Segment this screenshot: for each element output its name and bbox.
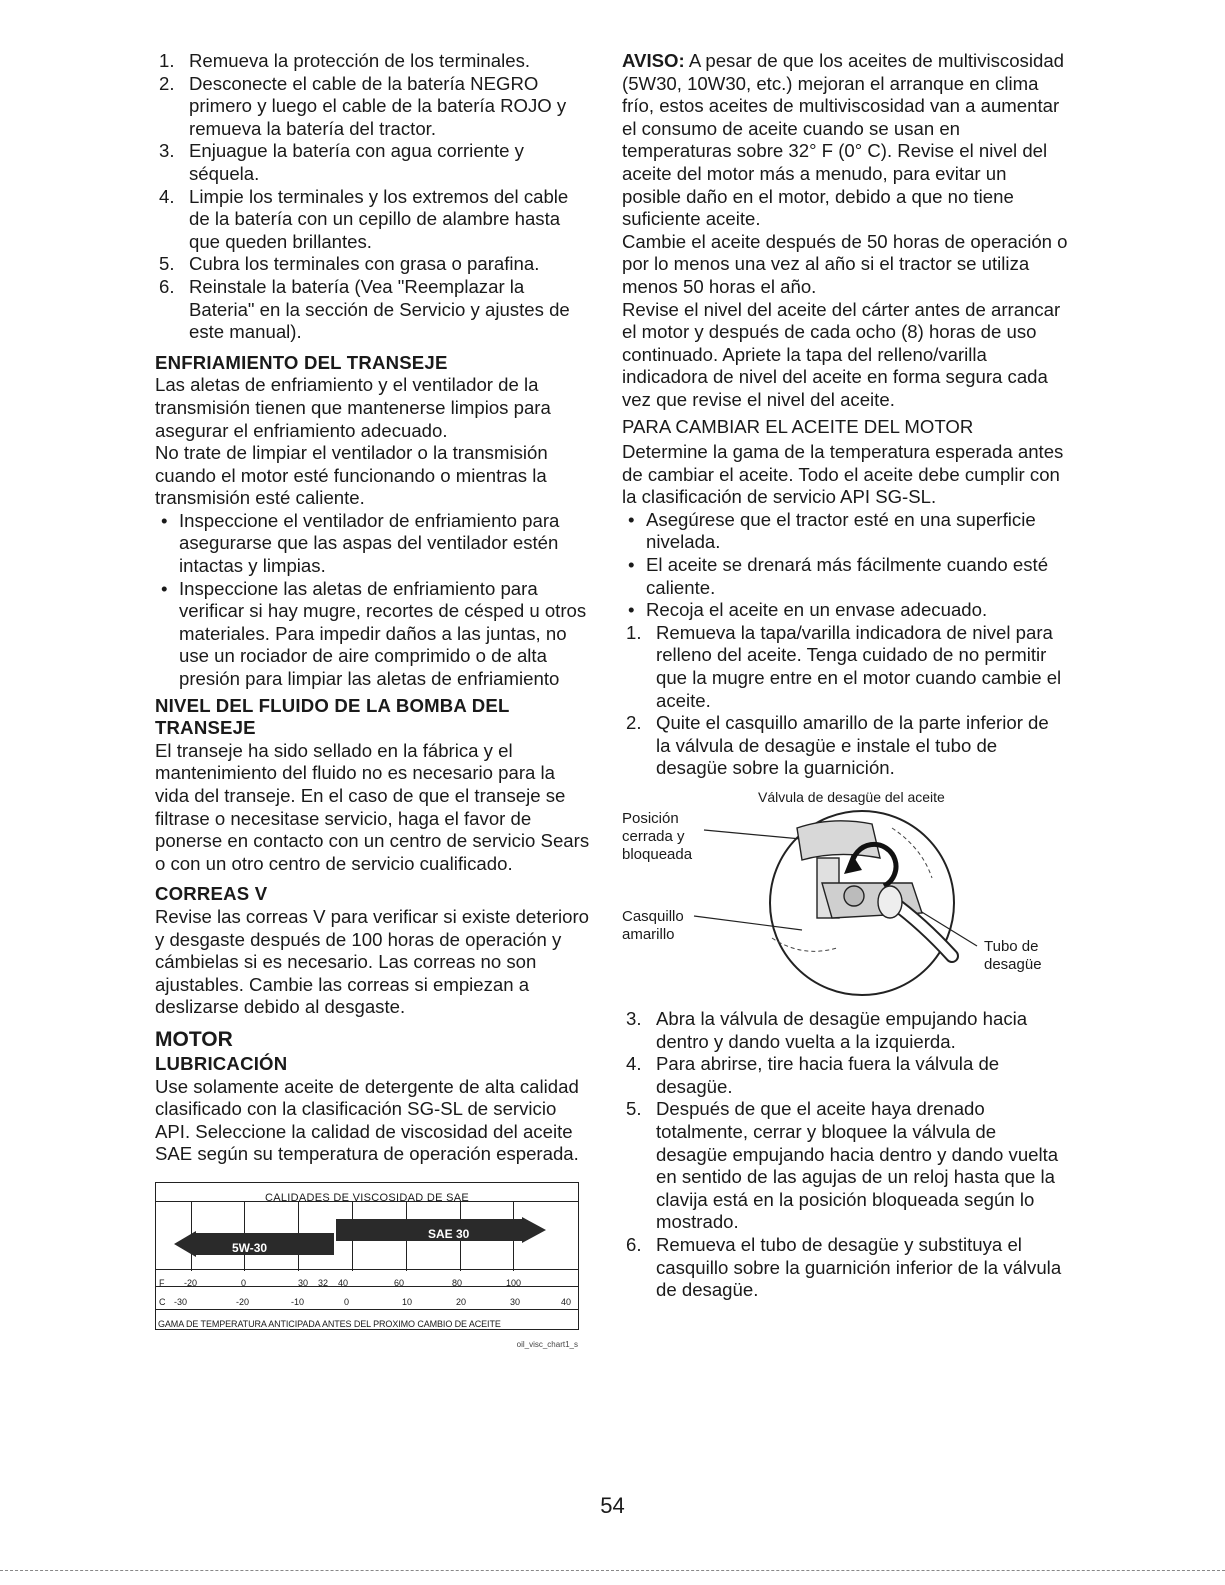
list-item: • Inspeccione el ventilador de enfriamiento para asegurarse que las aspas del ventilador estén intactas y limpias. xyxy=(161,509,560,577)
list-item: 6. Reinstale la batería (Vea "Reemplazar la Bateria" en la sección de Servicio y ajustes de este manual). xyxy=(159,275,570,343)
fahrenheit-scale: F -20 0 30 32 40 60 80 100 xyxy=(159,1277,522,1288)
sae30-label: SAE 30 xyxy=(428,1226,470,1241)
list-item: 3. Enjuague la batería con agua corriente y séquela. xyxy=(159,140,524,184)
list-item: 2. Quite el casquillo amarillo de la parte inferior de la válvula de desagüe e instale el tubo de desagüe sobre la guarnición. xyxy=(626,712,1049,779)
list-item: • Recoja el aceite en un envase adecuado. xyxy=(628,599,988,621)
aviso-paragraph: AVISO: A pesar de que los aceites de multiviscosidad (5W30, 10W30, etc.) mejoran el arranque en clima frío, estos aceites de multiviscosidad van a aumentar el consumo de aceite cuando se usan en temperaturas sobre 32° F (0° C). Revise el nivel del aceite del motor más a menudo, para evitar un posible daño en el motor, debido a que no tiene suficiente aceite. xyxy=(622,50,1065,230)
list-item: 4. Para abrirse, tire hacia fuera la válvula de desagüe. xyxy=(626,1053,1000,1097)
viscosity-chart xyxy=(155,1182,579,1349)
page-number: 54 xyxy=(600,1493,625,1518)
paragraph: Revise las correas V para verificar si existe deterioro y desgaste después de 100 horas de operación y cámbielas si es necesario. Las correas no son ajustables. Cambie las correas si empiezan a deslizarse debido al desgaste. xyxy=(155,905,590,1018)
celsius-scale: C -30 -20 -10 0 10 20 30 40 xyxy=(159,1296,572,1307)
list-item: 6. Remueva el tubo de desagüe y substituya el casquillo sobre la guarnición inferior de la válvula de desagüe. xyxy=(626,1233,1062,1301)
paragraph: Las aletas de enfriamiento y el ventilador de la transmisión tienen que mantenerse limpios para asegurar el enfriamiento adecuado. xyxy=(155,374,551,441)
left-column xyxy=(155,50,592,1349)
section-heading-enfriamiento: ENFRIAMIENTO DEL TRANSEJE xyxy=(155,351,448,373)
list-item: 2. Desconecte el cable de la batería NEGRO primero y luego el cable de la batería ROJO y remueva la batería del tractor. xyxy=(159,72,567,139)
battery-steps xyxy=(155,50,592,344)
list-item: 1. Remueva la protección de los terminales. xyxy=(159,50,531,71)
chart-title: CALIDADES DE VISCOSIDAD DE SAE xyxy=(265,1191,469,1204)
section-heading-cambiar-aceite: PARA CAMBIAR EL ACEITE DEL MOTOR xyxy=(622,415,974,437)
oil-steps-a xyxy=(622,622,1068,780)
list-item: 5. Cubra los terminales con grasa o parafina. xyxy=(159,253,540,275)
right-column xyxy=(622,50,1068,1302)
list-item: • Asegúrese que el tractor esté en una superficie nivelada. xyxy=(628,508,1036,553)
section-heading-nivel: NIVEL DEL FLUIDO DE LA BOMBA DEL TRANSEJE xyxy=(155,694,510,739)
bullet-list xyxy=(622,509,1068,622)
paragraph: No trate de limpiar el ventilador o la transmisión cuando el motor esté funcionando o mientras la transmisión esté caliente. xyxy=(155,442,548,509)
list-item: • Inspeccione las aletas de enfriamiento para verificar si hay mugre, recortes de césped u otros materiales. Para impedir daños a las juntas, no use un rociador de aire comprimido o de alta presión para limpiar las aletas de enfriamiento xyxy=(161,577,587,690)
list-item: • El aceite se drenará más fácilmente cuando esté caliente. xyxy=(628,554,1049,598)
paragraph: Revise el nivel del aceite del cárter antes de arrancar el motor y después de cada ocho (8) horas de uso continuado. Apriete la tapa del relleno/varilla indicadora de nivel del aceite en forma segura cada vez que revise el nivel del aceite. xyxy=(622,298,1061,410)
chart-code: oil_visc_chart1_s xyxy=(516,1339,578,1349)
list-item: 1. Remueva la tapa/varilla indicadora de nivel para relleno del aceite. Tenga cuidado de no permitir que la mugre entre en el motor cuando cambie el aceite. xyxy=(626,621,1062,711)
oil-steps-b xyxy=(622,1008,1068,1302)
section-heading-motor: MOTOR xyxy=(155,1027,233,1051)
list-item: 4. Limpie los terminales y los extremos del cable de la batería con un cepillo de alambre hasta que queden brillantes. xyxy=(159,185,569,252)
5w30-label: 5W-30 xyxy=(232,1240,268,1255)
label-casquillo: Casquillo amarillo xyxy=(622,908,684,943)
drain-valve-illustration xyxy=(622,788,1062,1008)
drain-valve-figure xyxy=(622,788,1062,1008)
bullet-list xyxy=(155,510,592,691)
list-item: 5. Después de que el aceite haya drenado totalmente, cerrar y bloquee la válvula de desagüe empujando hacia dentro y dando vuelta en sentido de las agujas de un reloj hasta que la clavija está en la posición bloqueada según lo mostrado. xyxy=(626,1098,1059,1233)
section-heading-correas: CORREAS V xyxy=(155,883,268,905)
section-subheading-lubricacion: LUBRICACIÓN xyxy=(155,1052,288,1074)
list-item: 3. Abra la válvula de desagüe empujando hacia dentro y dando vuelta a la izquierda. xyxy=(626,1008,1028,1052)
chart-footer: GAMA DE TEMPERATURA ANTICIPADA ANTES DEL PROXIMO CAMBIO DE ACEITE xyxy=(158,1318,501,1329)
figure-caption: Válvula de desagüe del aceite xyxy=(758,789,945,805)
label-tubo: Tubo de desagüe xyxy=(984,938,1042,973)
paragraph: Determine la gama de la temperatura esperada antes de cambiar el aceite. Todo el aceite debe cumplir con la clasificación de servicio API SG-SL. xyxy=(622,441,1064,508)
label-posicion: Posición cerrada y bloqueada xyxy=(622,810,693,863)
footer-rule xyxy=(0,1570,1225,1571)
paragraph: Cambie el aceite después de 50 horas de operación o por lo menos una vez al año si el tractor se utiliza menos 50 horas el año. xyxy=(622,230,1068,297)
paragraph: Use solamente aceite de detergente de alta calidad clasificado con la clasificación SG-SL de servicio API. Seleccione la calidad de viscosidad del aceite SAE según su temperatura de operación esperada. xyxy=(155,1075,579,1165)
paragraph: El transeje ha sido sellado en la fábrica y el mantenimiento del fluido no es necesario para la vida del transeje. En el caso de que el transeje se filtrase o necesitase servicio, haga el favor de ponerse en contacto con un centro de servicio Sears o con un otro centro de servicio cualificado. xyxy=(155,739,590,874)
